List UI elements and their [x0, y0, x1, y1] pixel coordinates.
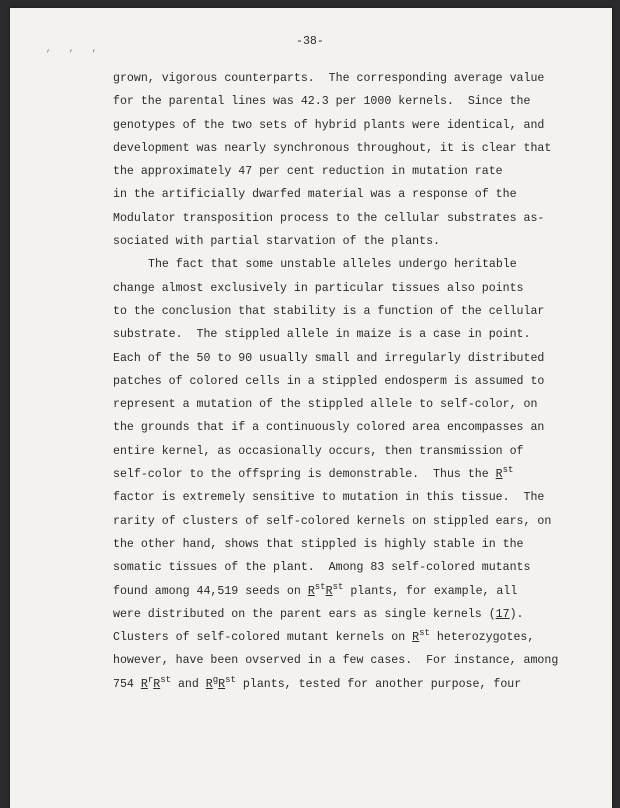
text-line: [113, 533, 558, 556]
text-line: [113, 673, 558, 696]
text-line: [113, 137, 558, 160]
text-line: [113, 347, 558, 370]
text-segment: entire kernel, as occasionally occurs, then transmission of: [113, 444, 524, 458]
underlined-text: R: [140, 677, 148, 691]
superscript: st: [332, 581, 344, 592]
text-line: [113, 277, 558, 300]
underlined-text: R: [307, 584, 315, 598]
text-line: [113, 160, 558, 183]
text-segment: grown, vigorous counterparts. The corresponding average value: [113, 72, 545, 85]
superscript: st: [502, 465, 514, 476]
text-segment: the other hand, shows that stippled is highly stable in the: [113, 537, 524, 551]
text-line: [113, 207, 558, 230]
text-segment: patches of colored cells in a stippled endosperm is assumed to: [113, 374, 545, 388]
text-segment: heterozygotes,: [429, 631, 535, 645]
document-page: [10, 8, 612, 808]
text-segment: in the artificially dwarfed material was a response of the: [113, 188, 517, 202]
text-line: [113, 416, 558, 439]
superscript: st: [160, 674, 171, 685]
underlined-text: R: [412, 631, 420, 645]
superscript: r: [147, 674, 154, 685]
text-segment: Clusters of self-colored mutant kernels on: [113, 631, 413, 645]
superscript: st: [314, 581, 326, 592]
text-line: [113, 486, 558, 509]
text-segment: to the conclusion that stability is a function of the cellular: [113, 304, 545, 318]
body-text: [113, 67, 558, 696]
text-segment: self-color to the offspring is demonstrable. Thus the: [113, 468, 496, 482]
text-line: [113, 510, 558, 533]
text-segment: genotypes of the two sets of hybrid plants were identical, and: [113, 118, 545, 132]
text-segment: rarity of clusters of self-colored kernels on stippled ears, on: [113, 514, 552, 528]
text-segment: The fact that some unstable alleles undergo heritable: [148, 258, 517, 272]
text-line: [113, 649, 558, 672]
text-segment: sociated with partial starvation of the plants.: [113, 235, 440, 249]
text-segment: found among 44,519 seeds on: [113, 584, 308, 598]
text-segment: Modulator transposition process to the cellular substrates as-: [113, 211, 545, 225]
underlined-text: R: [205, 677, 213, 691]
underlined-text: R: [218, 677, 226, 691]
text-segment: factor is extremely sensitive to mutation in this tissue. The: [113, 491, 545, 505]
superscript: st: [419, 628, 430, 639]
text-segment: and: [171, 677, 206, 691]
text-segment: represent a mutation of the stippled allele to self-color, on: [113, 398, 538, 412]
text-line: [113, 300, 558, 323]
text-segment: change almost exclusively in particular tissues also points: [113, 281, 524, 295]
text-segment: were distributed on the parent ears as single kernels (: [113, 607, 496, 621]
text-segment: 754: [113, 677, 141, 691]
text-line: [113, 114, 558, 137]
text-line: [113, 603, 558, 626]
page-number: -38-: [296, 35, 324, 48]
text-segment: for the parental lines was 42.3 per 1000 kernels. Since the: [113, 95, 531, 109]
text-segment: the approximately 47 per cent reduction in mutation rate: [113, 165, 503, 179]
text-segment: substrate. The stippled allele in maize is a case in point.: [113, 328, 531, 342]
text-line: [113, 440, 558, 463]
superscript: g: [212, 674, 219, 685]
text-line: [113, 626, 558, 649]
text-line: [113, 67, 558, 90]
text-segment: plants, tested for another purpose, four: [235, 677, 522, 691]
underlined-text: R: [153, 677, 161, 691]
superscript: st: [225, 674, 236, 685]
text-segment: somatic tissues of the plant. Among 83 self-colored mutants: [113, 561, 531, 575]
underlined-text: R: [325, 584, 333, 598]
text-segment: Each of the 50 to 90 usually small and irregularly distributed: [113, 351, 545, 365]
text-line: [113, 90, 558, 113]
text-line: [113, 370, 558, 393]
text-line: [113, 580, 558, 603]
text-line: [113, 323, 558, 346]
text-line: [113, 253, 558, 276]
margin-marks: , , ,: [46, 44, 104, 54]
text-segment: plants, for example, all: [343, 584, 518, 598]
text-segment: development was nearly synchronous throughout, it is clear that: [113, 141, 552, 155]
text-line: [113, 230, 558, 253]
text-line: [113, 183, 558, 206]
text-segment: however, have been ovserved in a few cases. For instance, among: [113, 654, 559, 668]
underlined-text: R: [495, 468, 503, 482]
text-segment: the grounds that if a continuously colored area encompasses an: [113, 421, 545, 435]
text-line: [113, 463, 558, 486]
text-line: [113, 556, 558, 579]
text-line: [113, 393, 558, 416]
text-segment: ).: [509, 607, 524, 621]
underlined-text: 17: [495, 607, 510, 621]
